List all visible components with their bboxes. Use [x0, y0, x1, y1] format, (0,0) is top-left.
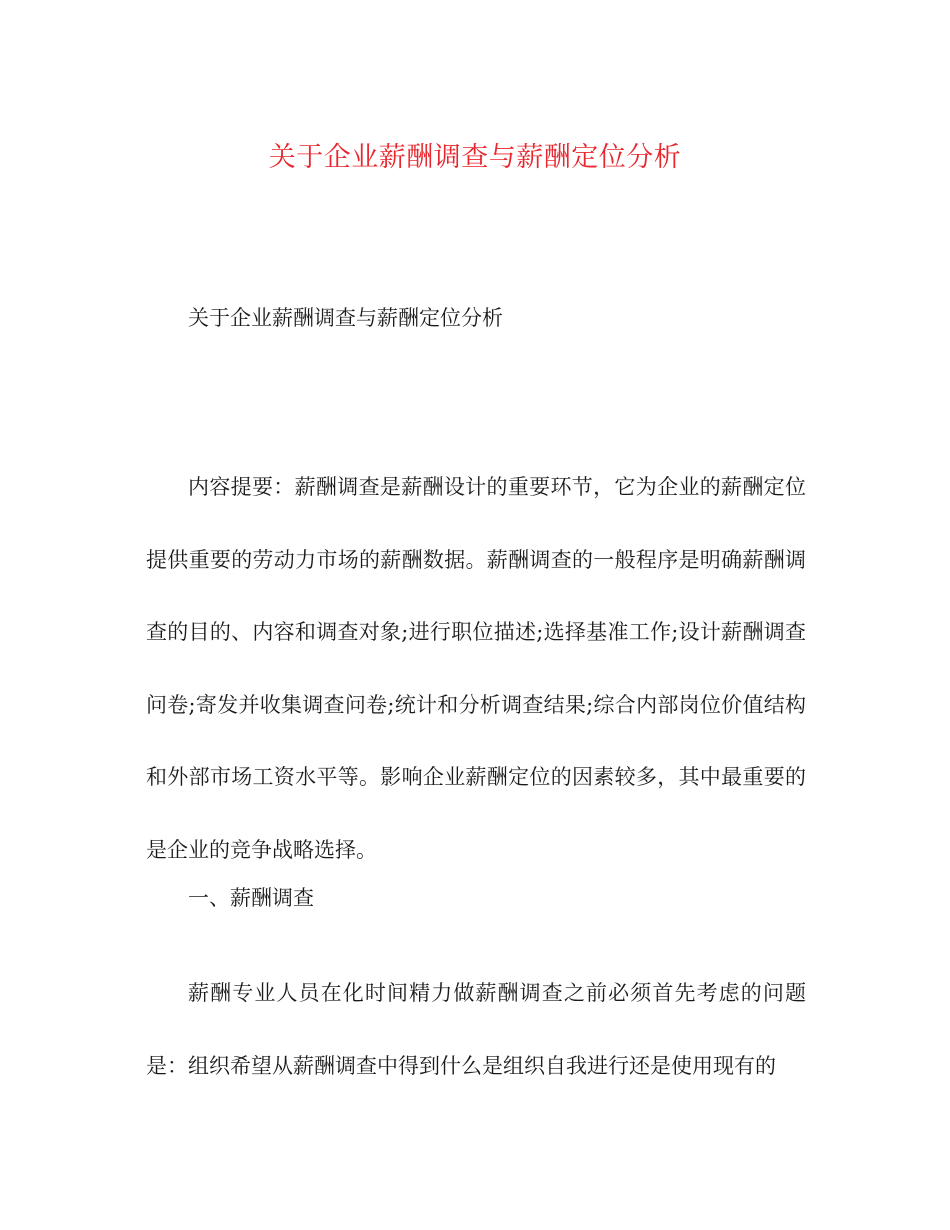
abstract-paragraph: 内容提要：薪酬调查是薪酬设计的重要环节，它为企业的薪酬定位提供重要的劳动力市场的薪酬数据。薪酬调查的一般程序是明确薪酬调查的目的、内容和调查对象;进行职位描述;选择基准工作;设计薪酬调查问卷;寄发并收集调查问卷;统计和分析调查结果;综合内部岗位价值结构和外部市场工资水平等。影响企业薪酬定位的因素较多，其中最重要的是企业的竞争战略选择。: [146, 475, 806, 862]
document-title: 关于企业薪酬调查与薪酬定位分析: [268, 142, 682, 173]
document-subtitle: 关于企业薪酬调查与薪酬定位分析: [188, 306, 503, 330]
body-paragraph: 薪酬专业人员在化时间精力做薪酬调查之前必须首先考虑的问题是：组织希望从薪酬调查中得到什么是组织自我进行还是使用现有的: [146, 981, 806, 1078]
section-heading-salary-survey: 一、薪酬调查: [188, 886, 314, 910]
